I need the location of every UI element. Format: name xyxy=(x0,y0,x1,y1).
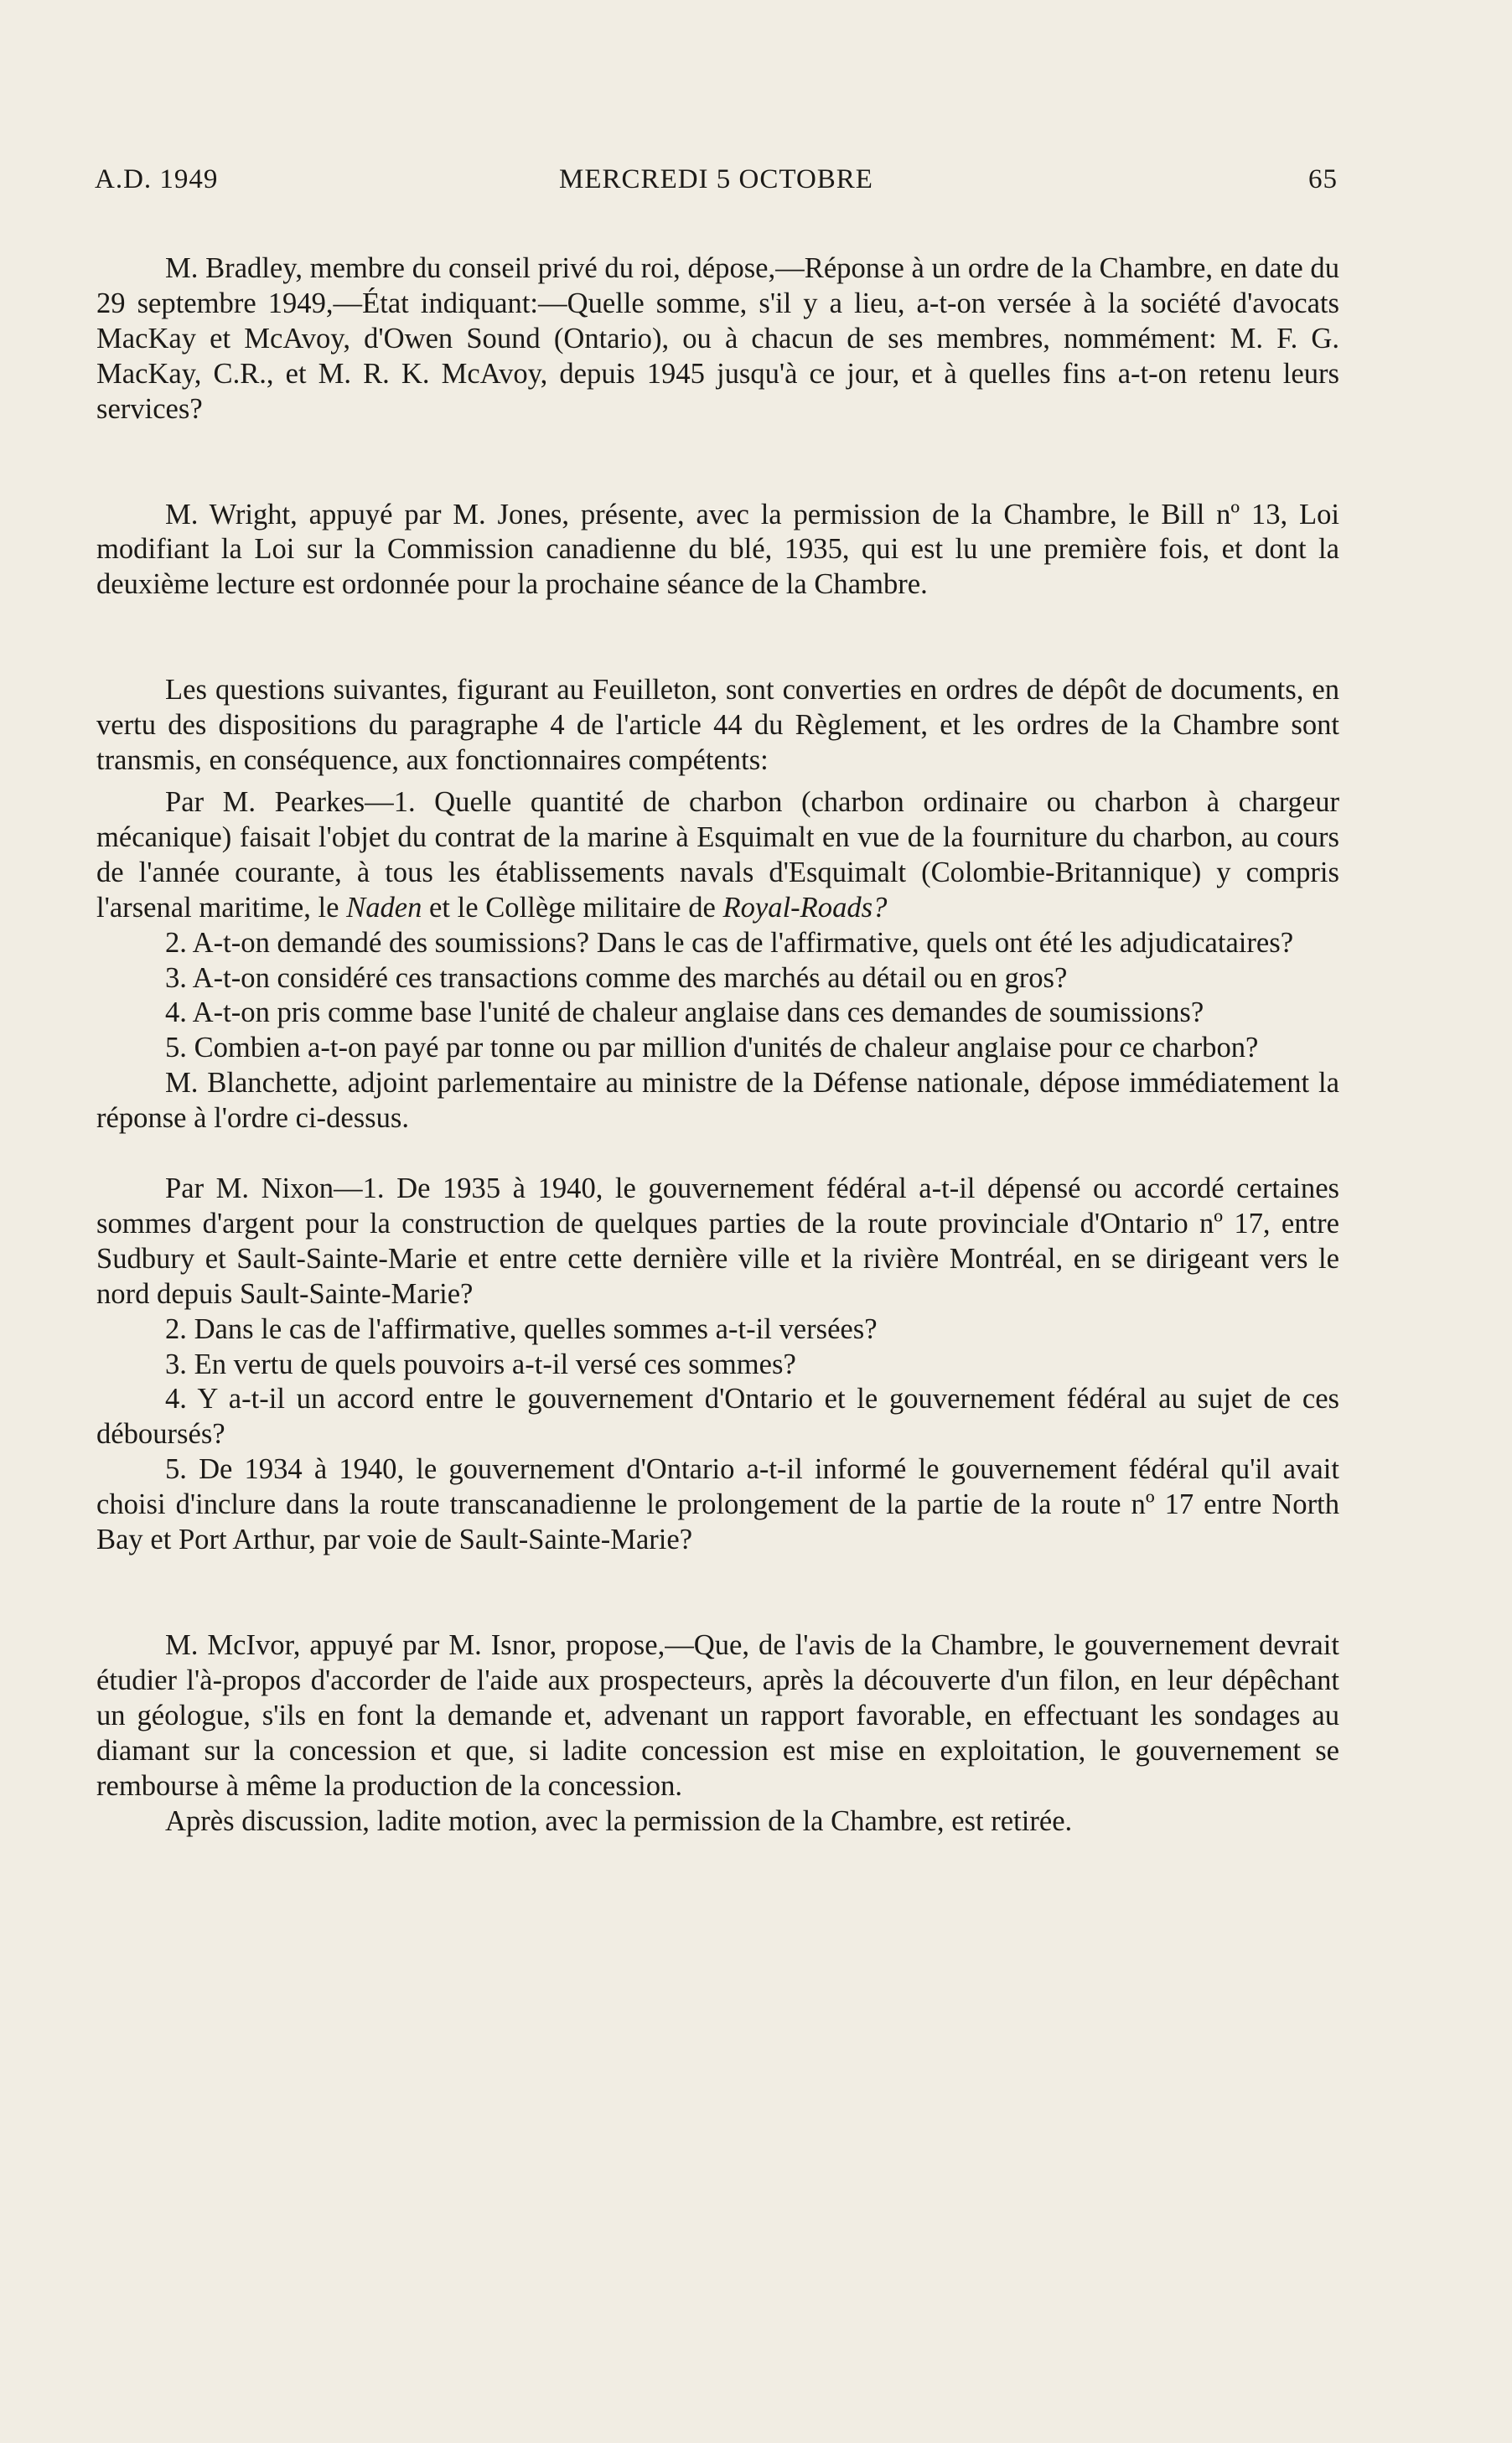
paragraph-pearkes-q5: 5. Combien a-t-on payé par tonne ou par million d'unités de chaleur anglaise pour ce charbon? xyxy=(165,1032,1259,1064)
header-date: MERCREDI 5 OCTOBRE xyxy=(559,164,873,194)
pearkes-naden: Naden xyxy=(346,891,422,924)
paragraph-mcivor: M. McIvor, appuyé par M. Isnor, propose,—Que, de l'avis de la Chambre, le gouvernement devrait étudier l'à-propos d'accorder de l'aide aux prospecteurs, après la découverte d'un filon, en leur dépêchant un géologue, s'ils en font la demande et, advenant un rapport favorable, en effectuant les sondages au diamant sur la concession et que, si ladite concession est mise en exploitation, le gouvernement se rembourse à même la production de la concession. xyxy=(96,1629,1339,1802)
pearkes-royal-roads: Royal-Roads? xyxy=(722,891,888,924)
paragraph-blanchette: M. Blanchette, adjoint parlementaire au ministre de la Défense nationale, dépose immédiatement la réponse à l'ordre ci-dessus. xyxy=(96,1067,1339,1135)
paragraph-pearkes-q1 xyxy=(96,785,1339,926)
paragraph-nixon-q5: 5. De 1934 à 1940, le gouvernement d'Ontario a-t-il informé le gouvernement fédéral qu'il avait choisi d'inclure dans la route transcanadienne le prolongement de la partie de la route nº 17 entre North Bay et Port Arthur, par voie de Sault-Sainte-Marie? xyxy=(96,1453,1339,1556)
paragraph-retiree: Après discussion, ladite motion, avec la permission de la Chambre, est retirée. xyxy=(165,1804,1073,1837)
paragraph-pearkes-q2: 2. A-t-on demandé des soumissions? Dans le cas de l'affirmative, quels ont été les adjudicataires? xyxy=(165,926,1294,959)
header-year: A.D. 1949 xyxy=(95,164,219,194)
paragraph-pearkes-q3: 3. A-t-on considéré ces transactions comme des marchés au détail ou en gros? xyxy=(165,961,1068,994)
paragraph-pearkes-q4: 4. A-t-on pris comme base l'unité de chaleur anglaise dans ces demandes de soumissions? xyxy=(165,996,1204,1029)
pearkes-q1-text: Par M. Pearkes—1. Quelle quantité de charbon (charbon ordinaire ou charbon à chargeur mécanique) faisait l'objet du contrat de la marine à Esquimalt en vue de la fourniture du charbon, au cours de l'année courante, à tous les établissements navals d'Esquimalt (Colombie-Britannique) y compris l'arsenal maritime, le xyxy=(96,785,1339,924)
paragraph-bradley: M. Bradley, membre du conseil privé du roi, dépose,—Réponse à un ordre de la Chambre, en date du 29 septembre 1949,—État indiquant:—Quelle somme, s'il y a lieu, a-t-on versée à la société d'avocats MacKay et McAvoy, d'Owen Sound (Ontario), ou à chacun de ses membres, nommément: M. F. G. MacKay, C.R., et M. R. K. McAvoy, depuis 1945 jusqu'à ce jour, et à quelles fins a-t-on retenu leurs services? xyxy=(96,252,1339,425)
paragraph-nixon-q2: 2. Dans le cas de l'affirmative, quelles sommes a-t-il versées? xyxy=(165,1312,878,1345)
journal-body xyxy=(96,251,1339,1839)
page-number: 65 xyxy=(1308,164,1338,194)
paragraph-wright: M. Wright, appuyé par M. Jones, présente, avec la permission de la Chambre, le Bill nº 13, Loi modifiant la Loi sur la Commission canadienne du blé, 1935, qui est lu une première fois, et dont la deuxième lecture est ordonnée pour la prochaine séance de la Chambre. xyxy=(96,498,1339,601)
paragraph-nixon-q1: Par M. Nixon—1. De 1935 à 1940, le gouvernement fédéral a-t-il dépensé ou accordé certaines sommes d'argent pour la construction de quelques parties de la route provinciale d'Ontario nº 17, entre Sudbury et Sault-Sainte-Marie et entre cette dernière ville et la rivière Montréal, en se dirigeant vers le nord depuis Sault-Sainte-Marie? xyxy=(96,1172,1339,1310)
pearkes-mid: et le Collège militaire de xyxy=(422,891,723,924)
page-header xyxy=(95,164,1338,201)
paragraph-nixon-q3: 3. En vertu de quels pouvoirs a-t-il versé ces sommes? xyxy=(165,1348,796,1380)
paragraph-questions-intro: Les questions suivantes, figurant au Feuilleton, sont converties en ordres de dépôt de documents, en vertu des dispositions du paragraphe 4 de l'article 44 du Règlement, et les ordres de la Chambre sont transmis, en conséquence, aux fonctionnaires compétents: xyxy=(96,674,1339,777)
paragraph-nixon-q4: 4. Y a-t-il un accord entre le gouvernement d'Ontario et le gouvernement fédéral au sujet de ces déboursés? xyxy=(96,1383,1339,1451)
